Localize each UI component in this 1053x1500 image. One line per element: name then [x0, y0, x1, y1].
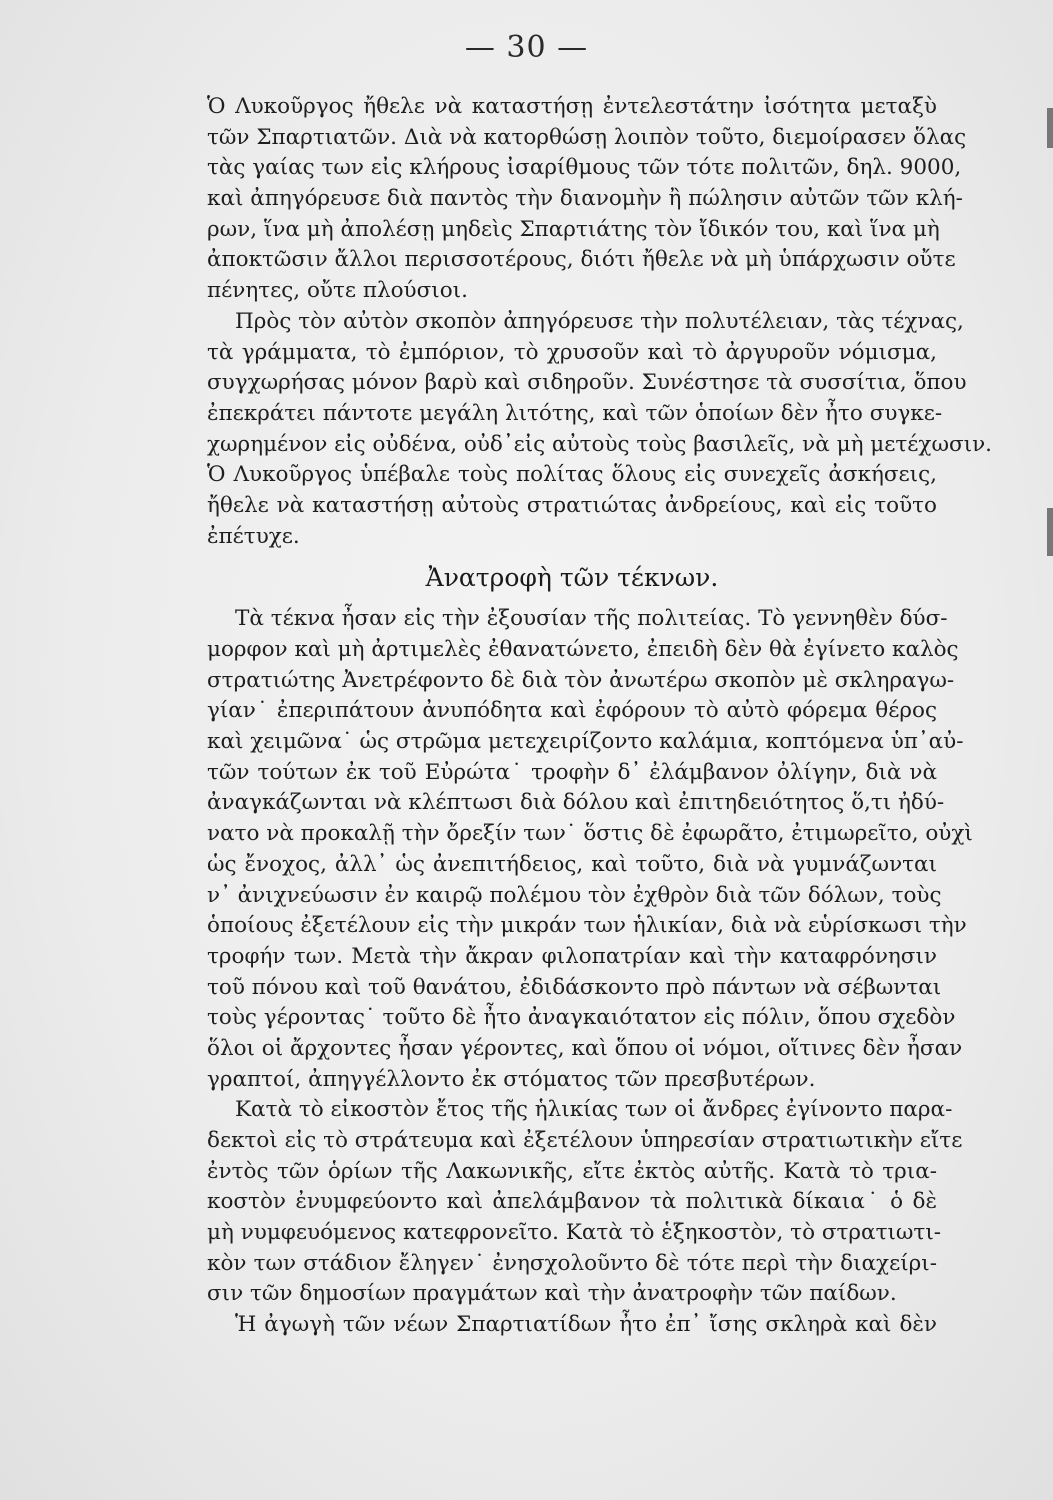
- text-line: τῶν Σπαρτιατῶν. Διὰ νὰ κατορθώσῃ λοιπὸν τοῦτο, διεμοίρασεν ὅλας: [207, 124, 967, 150]
- text-line: Τὰ τέκνα ἦσαν εἰς τὴν ἐξουσίαν τῆς πολιτείας. Τὸ γεννηθὲν δύσ-: [235, 606, 948, 632]
- paragraph-5: [207, 1310, 937, 1341]
- text-line: τοῦ πόνου καὶ τοῦ θανάτου, ἐδιδάσκοντο πρὸ πάντων νὰ σέβωνται: [207, 974, 942, 1000]
- text-line: Πρὸς τὸν αὐτὸν σκοπὸν ἀπηγόρευσε τὴν πολυτέλειαν, τὰς τέχνας,: [235, 308, 964, 334]
- text-line: ἀναγκάζωνται νὰ κλέπτωσι διὰ δόλου καὶ ἐπιτηδειότητος ὅ,τι ἠδύ-: [207, 790, 945, 816]
- text-line: συγχωρήσας μόνον βαρὺ καὶ σιδηροῦν. Συνέστησε τὰ συσσίτια, ὅπου: [207, 370, 967, 396]
- text-line: ἀποκτῶσιν ἄλλοι περισσοτέρους, διότι ἤθελε νὰ μὴ ὑπάρχωσιν οὔτε: [207, 247, 956, 273]
- text-line: μορφον καὶ μὴ ἀρτιμελὲς ἐθανατώνετο, ἐπειδὴ δὲν θὰ ἐγίνετο καλὸς: [207, 637, 959, 662]
- page-edge-mark: [1047, 508, 1053, 556]
- text-line: νατο νὰ προκαλῇ τὴν ὄρεξίν των˙ ὅστις δὲ ἐφωρᾶτο, ἐτιμωρεῖτο, οὐχὶ: [207, 821, 973, 847]
- text-line: στρατιώτης Ἀνετρέφοντο δὲ διὰ τὸν ἀνωτέρω σκοπὸν μὲ σκληραγω-: [207, 667, 955, 693]
- page-number: — 30 —: [464, 30, 589, 65]
- section-heading: Ἀνατροφὴ τῶν τέκνων.: [425, 563, 719, 593]
- text-line: ἐπεκράτει πάντοτε μεγάλη λιτότης, καὶ τῶν ὁποίων δὲν ἦτο συγκε-: [207, 400, 943, 426]
- text-line: κοστὸν ἐνυμφεύοντο καὶ ἀπελάμβανον τὰ πολιτικὰ δίκαια˙ ὁ δὲ: [207, 1189, 937, 1215]
- text-line: μὴ νυμφευόμενος κατεφρονεῖτο. Κατὰ τὸ ἑξηκοστὸν, τὸ στρατιωτι-: [207, 1220, 942, 1246]
- text-line: ὡς ἔνοχος, ἀλλ᾽ ὡς ἀνεπιτήδειος, καὶ τοῦτο, διὰ νὰ γυμνάζωνται: [207, 851, 937, 877]
- text-line: ἐπέτυχε.: [207, 523, 300, 549]
- text-line: γίαν˙ ἐπεριπάτουν ἀνυπόδητα καὶ ἐφόρουν τὸ αὐτὸ φόρεμα θέρος: [207, 698, 937, 724]
- paragraph-4: [207, 1095, 963, 1310]
- text-line: ρων, ἵνα μὴ ἀπολέσῃ μηδεὶς Σπαρτιάτης τὸν ἴδικόν του, καὶ ἵνα μὴ: [207, 216, 940, 242]
- body-text: [207, 92, 993, 1341]
- text-line: ἤθελε νὰ καταστήσῃ αὐτοὺς στρατιώτας ἀνδρείους, καὶ εἰς τοῦτο: [207, 492, 937, 518]
- text-line: ὁποίους ἐξετέλουν εἰς τὴν μικράν των ἡλικίαν, διὰ νὰ εὑρίσκωσι τὴν: [207, 913, 967, 939]
- text-line: Κατὰ τὸ εἰκοστὸν ἔτος τῆς ἡλικίας των οἱ ἄνδρες ἐγίνοντο παρα-: [235, 1097, 953, 1123]
- text-line: καὶ χειμῶνα˙ ὡς στρῶμα μετεχειρίζοντο καλάμια, κοπτόμενα ὑπ᾽αὐ-: [207, 729, 964, 755]
- paragraph-3: [207, 604, 973, 1095]
- text-line: τὰς γαίας των εἰς κλήρους ἰσαρίθμους τῶν τότε πολιτῶν, δηλ. 9000,: [207, 155, 962, 181]
- text-line: τὰ γράμματα, τὸ ἐμπόριον, τὸ χρυσοῦν καὶ τὸ ἀργυροῦν νόμισμα,: [207, 339, 937, 365]
- paragraph-1: [207, 92, 967, 307]
- text-line: ἐντὸς τῶν ὁρίων τῆς Λακωνικῆς, εἴτε ἐκτὸς αὐτῆς. Κατὰ τὸ τρια-: [207, 1158, 937, 1184]
- text-line: πένητες, οὔτε πλούσιοι.: [207, 278, 468, 304]
- text-line: τοὺς γέροντας˙ τοῦτο δὲ ἦτο ἀναγκαιότατον εἰς πόλιν, ὅπου σχεδὸν: [207, 1005, 956, 1031]
- paragraph-2: [207, 307, 993, 553]
- text-line: τῶν τούτων ἐκ τοῦ Εὐρώτα˙ τροφὴν δ᾽ ἐλάμβανον ὀλίγην, διὰ νὰ: [207, 759, 937, 785]
- page-edge-mark: [1047, 108, 1053, 148]
- text-line: ὅλοι οἱ ἄρχοντες ἦσαν γέροντες, καὶ ὅπου οἱ νόμοι, οἵτινες δὲν ἦσαν: [207, 1035, 963, 1061]
- text-line: δεκτοὶ εἰς τὸ στράτευμα καὶ ἐξετέλουν ὑπηρεσίαν στρατιωτικὴν εἴτε: [207, 1128, 963, 1153]
- text-line: κὸν των στάδιον ἔληγεν˙ ἐνησχολοῦντο δὲ τότε περὶ τὴν διαχείρι-: [207, 1250, 937, 1276]
- text-line: καὶ ἀπηγόρευσε διὰ παντὸς τὴν διανομὴν ἢ πώλησιν αὐτῶν τῶν κλή-: [207, 186, 963, 212]
- text-line: τροφήν των. Μετὰ τὴν ἄκραν φιλοπατρίαν καὶ τὴν καταφρόνησιν: [207, 943, 937, 969]
- text-line: Ὁ Λυκοῦργος ἤθελε νὰ καταστήσῃ ἐντελεστάτην ἰσότητα μεταξὺ: [207, 94, 937, 119]
- text-line: σιν τῶν δημοσίων πραγμάτων καὶ τὴν ἀνατροφὴν τῶν παίδων.: [207, 1281, 897, 1307]
- text-line: χωρημένον εἰς οὐδένα, οὐδ᾽εἰς αὐτοὺς τοὺς βασιλεῖς, νὰ μὴ μετέχωσιν.: [207, 431, 993, 457]
- text-line: Ὁ Λυκοῦργος ὑπέβαλε τοὺς πολίτας ὅλους εἰς συνεχεῖς ἀσκήσεις,: [207, 462, 937, 488]
- text-line: ν᾽ ἀνιχνεύωσιν ἐν καιρῷ πολέμου τὸν ἐχθρὸν διὰ τῶν δόλων, τοὺς: [207, 882, 942, 908]
- text-line: Ἡ ἀγωγὴ τῶν νέων Σπαρτιατίδων ἦτο ἐπ᾽ ἴσης σκληρὰ καὶ δὲν: [235, 1312, 937, 1338]
- text-line: γραπτοί, ἀπηγγέλλοντο ἐκ στόματος τῶν πρεσβυτέρων.: [207, 1066, 816, 1092]
